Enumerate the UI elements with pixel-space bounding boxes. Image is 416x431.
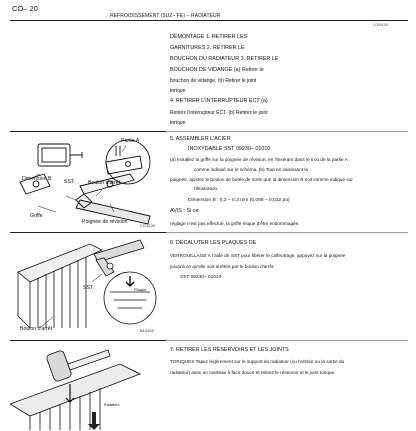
step-5-line-a1: (a) Installez la griffe sur la poignée de révision, en l'insérant dans le trou de la partie A xyxy=(170,157,348,162)
label-radiateur: Radiateur xyxy=(104,403,120,407)
header-rule xyxy=(10,20,408,21)
label-partie-a: Partie A xyxy=(121,138,140,144)
label-griffe: Griffe xyxy=(30,213,43,219)
section-rule-left-2 xyxy=(10,232,166,233)
step-5-avis: AVIS : Si ce xyxy=(170,208,199,214)
figure-tank-removal xyxy=(10,344,166,430)
step-1-line-5: bouchon de vidange. (b) Retirer le joint xyxy=(170,78,257,84)
sst-tool-illustration xyxy=(94,240,144,276)
label-sst-2: SST xyxy=(83,285,94,291)
step-1-line-2: GARNITURES 2. RETIRER LE xyxy=(170,45,245,51)
step-5-line-a4: l'illustration. xyxy=(194,186,219,191)
label-poignee-revision: Poignée de révision xyxy=(82,219,128,225)
label-boulon-arret: Boulon d'arrêt xyxy=(88,180,121,186)
griffe-part-illustration xyxy=(20,144,82,194)
section-rule-right-3 xyxy=(166,340,408,341)
step-7-line-2: TORIQUES Tapez légèrement sur le support du radiateur (ou l'entrée ou la sortie du xyxy=(170,359,345,364)
step-1-line-4: BOUCHON DE VIDANGE (a) Retirer le xyxy=(170,67,264,73)
step-1-line-1: DÉMONTAGE 1. RETIRER LES xyxy=(170,34,248,40)
step-6-sst: SST 09230– 01010 xyxy=(180,275,222,280)
plate-detail-inset xyxy=(104,272,156,324)
label-sst: SST xyxy=(64,179,75,185)
section-rule-right-2 xyxy=(166,232,408,233)
page-number: CO– 20 xyxy=(12,4,38,13)
step-6-line-2: VERROUILLAGE À l'aide de SST pour libérer le calfeutrage, appuyez sur la poignée xyxy=(170,253,346,258)
figure-1-code: CO1205 xyxy=(140,223,155,228)
label-boulon-arret-2: Boulon d'arrêt xyxy=(20,326,53,332)
step-5-line-a3: poignée, ajustez le boulon de butée de sorte que la dimension B soit comme indiqué sur xyxy=(170,177,353,182)
step-4-line-2: Retirez l'interrupteur ECT. (b) Retirez le joint xyxy=(170,110,268,116)
page-header-title: REFROIDISSEMENT (5UZ– FE) – RADIATEUR xyxy=(110,13,221,19)
radiator-illustration xyxy=(10,364,140,430)
step-1-line-3: BOUCHON DU RADIATEUR 3. RETIRER LE xyxy=(170,56,279,62)
section-rule-left-1 xyxy=(10,131,166,132)
step-7-line-1: 7. RETIRER LES RÉSERVOIRS ET LES JOINTS xyxy=(170,347,289,353)
step-4-line-1: 4. RETIRER L'INTERRUPTEUR ECT (a) xyxy=(170,98,268,104)
step-6-line-3: jusqu'à ce qu'elle soit arrêtée par le boulon d'arrêt. xyxy=(170,264,275,269)
label-plaque: Plaque xyxy=(134,287,147,292)
step-5-dimension: Dimension B : 0,2 – 0,3 mm (0,008 – 0,012 po) xyxy=(188,198,290,203)
step-1-line-6: torique. xyxy=(170,88,187,94)
step-6-line-1: 6. DÉCALUTER LES PLAQUES DE xyxy=(170,240,257,246)
step-5-sst: INOXYDABLE SST 09230– 01010 xyxy=(188,146,271,152)
figure-code-top: CO0M-06 xyxy=(373,23,389,27)
step-7-line-3: radiateur) avec un marteau à face douce et retirez le réservoir et le joint torique. xyxy=(170,370,336,375)
label-dimension-b: Dimension B xyxy=(22,176,52,182)
section-rule-right-1 xyxy=(166,131,408,132)
figure-2-code: B13309 xyxy=(140,328,154,333)
step-4-line-3: torique. xyxy=(170,120,187,126)
step-5-note: réglage n'est pas effectué, la griffe risque d'être endommagée. xyxy=(170,221,300,226)
step-5-line-a2: comme indiqué sur le schéma. (b) Tout en saisissant la xyxy=(194,167,309,172)
section-rule-left-3 xyxy=(10,340,166,341)
figure-2-leaders xyxy=(40,274,102,328)
step-5-title: 5. ASSEMBLER L'ACIER xyxy=(170,136,231,142)
